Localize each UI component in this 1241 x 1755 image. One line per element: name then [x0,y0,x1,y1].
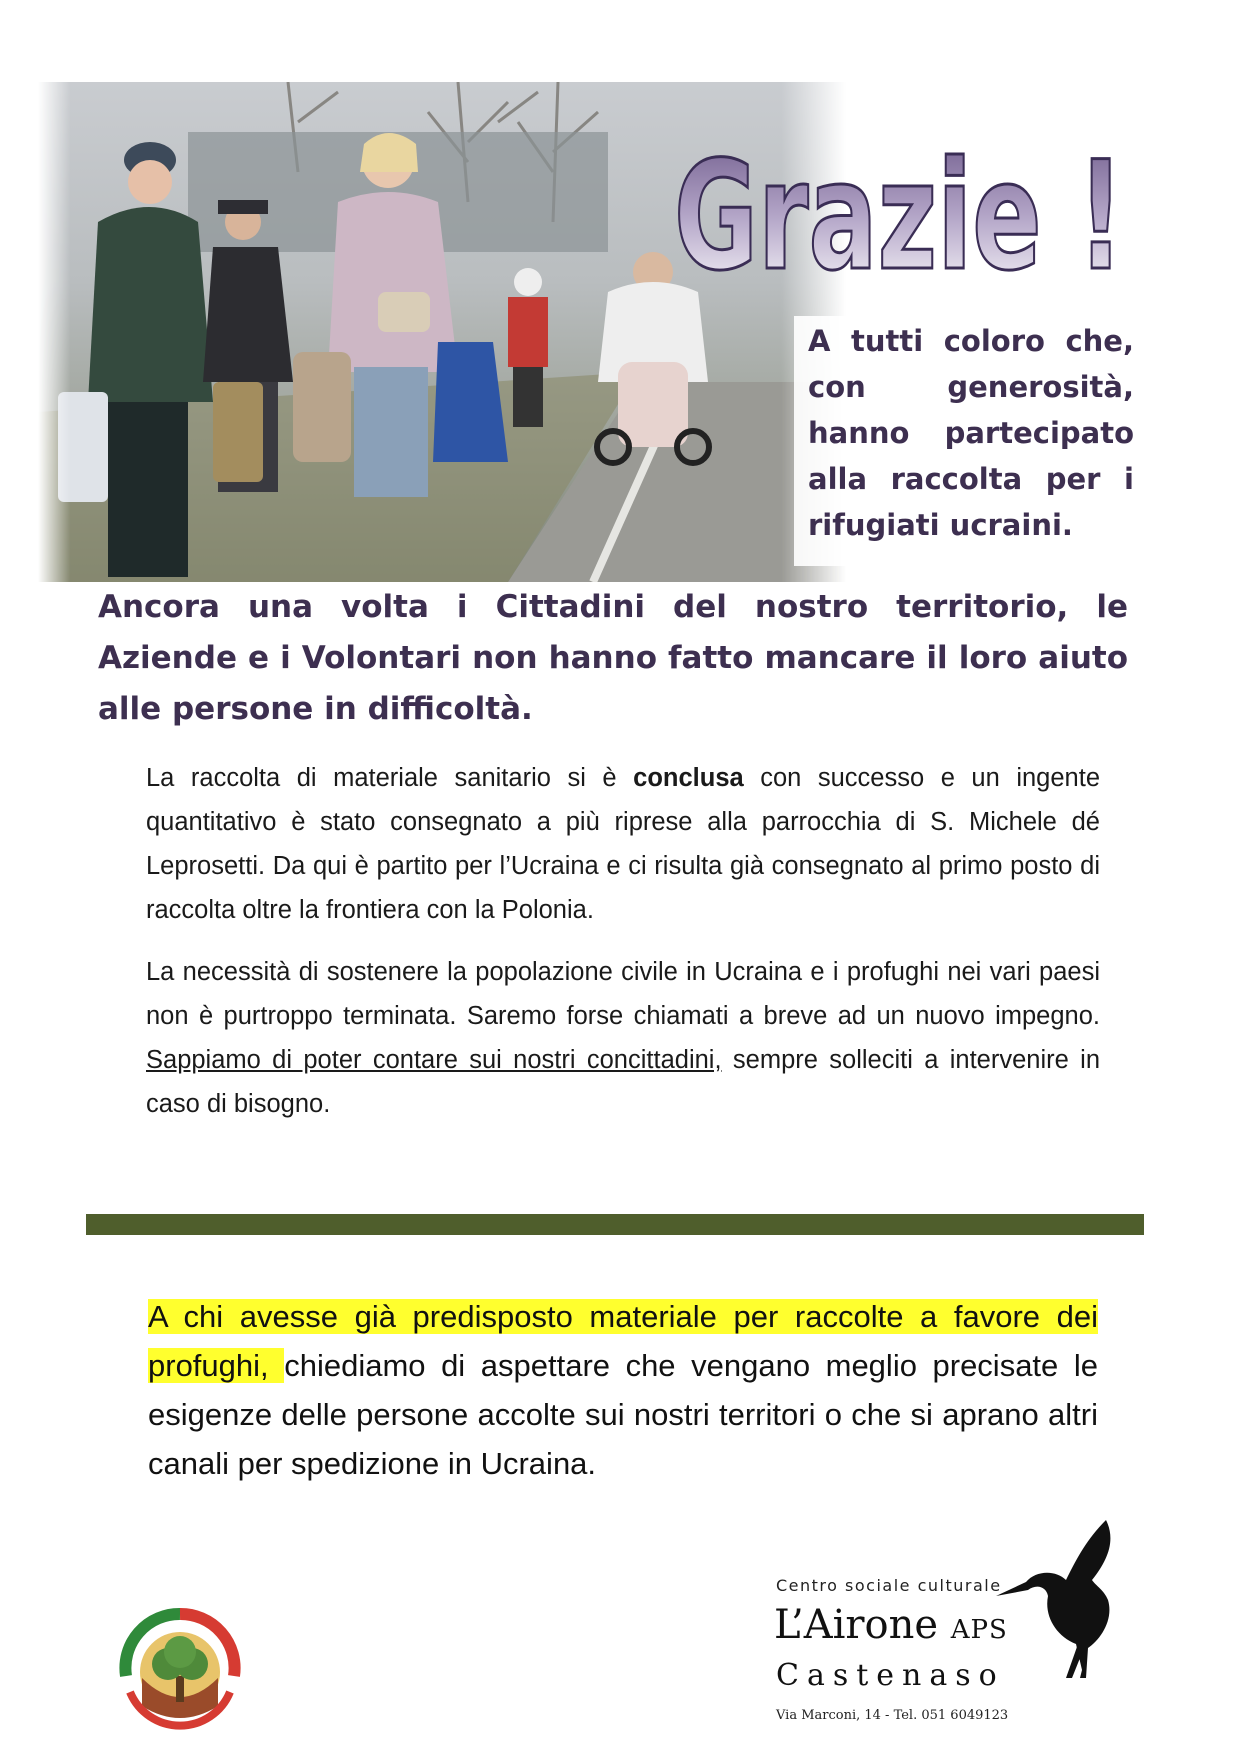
paragraph1-text-end: con successo e un ingente quantitativo è stato consegnato a più riprese alla parrocchia di S. Michele dé Leprosetti. Da qui è partito per l’Ucraina e ci risulta già consegnato al primo posto di raccolta oltre la frontiera con la Polonia. [146,764,1100,924]
organization-city: Castenaso [776,1658,1005,1693]
paragraph-ongoing-need [146,950,1100,1126]
paragraph1-bold-word: conclusa [633,764,744,792]
organization-subtitle: Centro sociale culturale [776,1576,1002,1595]
paragraph2-text-start: La necessità di sostenere la popolazione civile in Ucraina e i profughi nei vari paesi non è purtroppo terminata. Saremo forse chiamati a breve ad un nuovo impegno. [146,958,1100,1030]
page-title [672,96,1132,296]
heron-silhouette-icon [996,1520,1120,1680]
notice-highlighted: A chi avesse già predisposto materiale per raccolte a favore dei profughi, [148,1299,1098,1383]
section-divider [86,1214,1144,1235]
organization-suffix: APS [950,1615,1008,1645]
organization-name [774,1602,1008,1648]
paragraph2-text-end: sempre solleciti a intervenire in caso di bisogno. [146,1046,1101,1118]
title-text: Grazie ! [674,130,1124,296]
paragraph2-underlined: Sappiamo di poter contare sui nostri concittadini, [146,1046,722,1074]
headline: Ancora una volta i Cittadini del nostro territorio, le Aziende e i Volontari non hanno fatto mancare il loro aiuto alle persone in difficoltà. [98,589,1128,727]
tricolor-tree-logo-icon [118,1606,242,1730]
paragraph1-text-start: La raccolta di materiale sanitario si è [146,764,634,792]
organization-name-text: L’Airone [774,1602,939,1648]
organization-address: Via Marconi, 14 - Tel. 051 6049123 [776,1708,1009,1723]
thanks-message: A tutti coloro che, con generosità, hanno partecipato alla raccolta per i rifugiati ucraini. [808,324,1134,542]
notice-paragraph [148,1292,1098,1488]
paragraph-collection-complete [146,756,1100,932]
notice-rest: chiediamo di aspettare che vengano meglio precisate le esigenze delle persone accolte sui nostri territori o che si aprano altri canali per spedizione in Ucraina. [148,1348,1098,1481]
